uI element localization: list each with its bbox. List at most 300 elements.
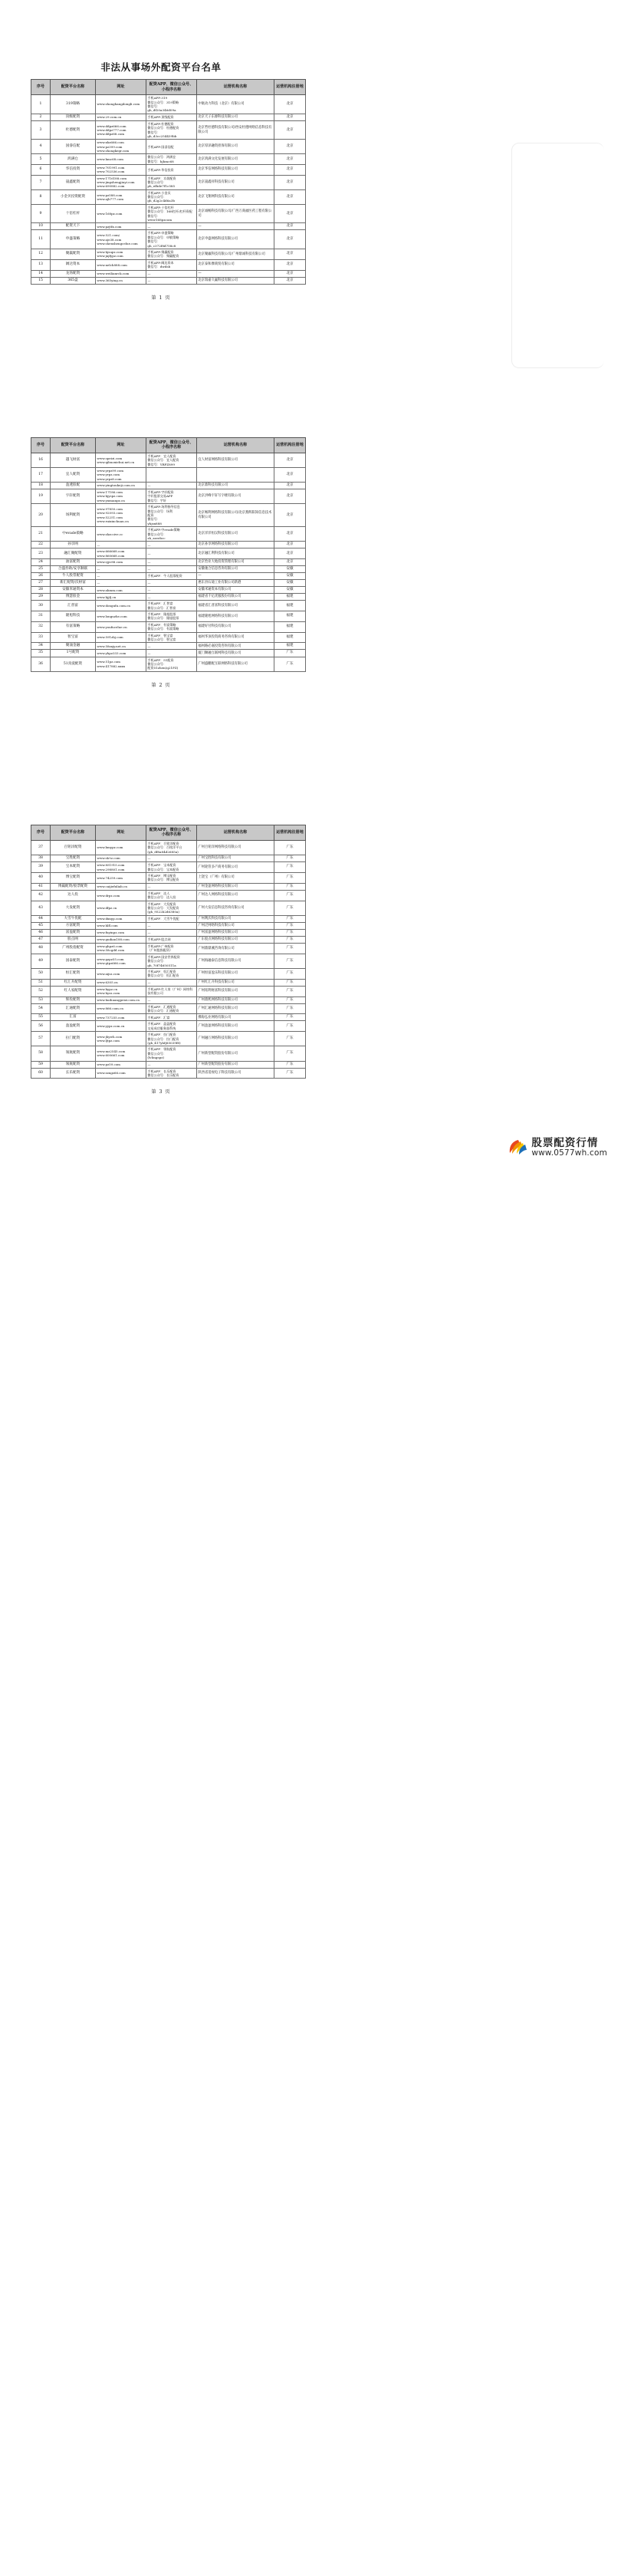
cell-url: www.hmc68.com xyxy=(96,154,146,165)
page-gap xyxy=(0,688,621,759)
table-row xyxy=(31,204,306,223)
page-content xyxy=(31,60,304,285)
cell-org: 广州宝胜科技有限公司 xyxy=(197,855,274,862)
cell-platform: 汇通配资 xyxy=(51,1003,96,1014)
column-header-org: 运营机构名称 xyxy=(197,437,274,453)
cell-app: 手机APP：恒汇配资 微信公众号：恒汇配资 xyxy=(146,968,197,979)
cell-platform: 华信投资 xyxy=(51,164,96,175)
cell-location: 广东 xyxy=(274,855,306,862)
cell-org: 安徽驰合信息咨询有限公司 xyxy=(197,565,274,572)
cell-url: www.51pz.com www.417882.xxxx xyxy=(96,657,146,671)
cell-org: 广州新型配资股份有限公司 xyxy=(197,1061,274,1068)
table-row xyxy=(31,1003,306,1014)
cell-no: 4 xyxy=(31,140,51,154)
cell-no: 20 xyxy=(31,504,51,527)
page-1 xyxy=(0,0,621,371)
cell-app: 手机APP:十倍杠杆 微信公众号：168杠杆/杠杆资配 微信号： www168pzcom xyxy=(146,204,197,223)
cell-app: — xyxy=(146,922,197,929)
top-margin xyxy=(0,371,621,437)
cell-org: 厦门顺融互联网科技有限公司 xyxy=(197,650,274,657)
cell-no: 11 xyxy=(31,230,51,249)
cell-app: — xyxy=(146,929,197,936)
cell-no: 23 xyxy=(31,548,51,559)
table-row xyxy=(31,915,306,922)
cell-location: 安徽 xyxy=(274,587,306,594)
cell-app: — xyxy=(146,643,197,650)
cell-location: 北京 xyxy=(274,175,306,189)
cell-app: 手机APP：盈盈配资 交易成功服务器系统 xyxy=(146,1021,197,1032)
cell-org: 福州路必嘉投资咨询有限公司 xyxy=(197,643,274,650)
cell-org: 广州盈盈网络科技有限公司 xyxy=(197,1021,274,1032)
cell-url: www.dongufu.com.cn xyxy=(96,601,146,611)
cell-location: 北京 xyxy=(274,230,306,249)
table-row xyxy=(31,140,306,154)
cell-location: 北京 xyxy=(274,277,306,284)
cell-org: 北京晟鑫祥科技有限公司 xyxy=(197,175,274,189)
cell-location: 北京 xyxy=(274,249,306,260)
cell-no: 52 xyxy=(31,986,51,996)
cell-url: www.ddpz666.com www.ddpz777.com www.ddpz88.com xyxy=(96,120,146,140)
cell-platform: 顶级配资 xyxy=(51,114,96,120)
cell-org: 福建省汇普富科技有限公司 xyxy=(197,601,274,611)
cell-location: 北京 xyxy=(274,120,306,140)
cell-app xyxy=(146,468,197,483)
cell-no: 60 xyxy=(31,1068,51,1079)
cell-org: 广州新型配资股份有限公司 xyxy=(197,1046,274,1061)
cell-org: 惠东县石迪工业有限公司新港 xyxy=(197,580,274,587)
cell-org: 陕西省适视电子科技有限公司 xyxy=(197,1068,274,1079)
cell-location: 广东 xyxy=(274,922,306,929)
cell-platform: 汇普富 xyxy=(51,601,96,611)
cell-platform: 申盛策略 xyxy=(51,230,96,249)
cell-platform: 新汇配资/沃财富 xyxy=(51,580,96,587)
cell-url: www.hjjfj.cn xyxy=(96,594,146,601)
cell-location: 广东 xyxy=(274,929,306,936)
cell-platform: 达人投 xyxy=(51,890,96,901)
cell-url: www.29.com.cn xyxy=(96,114,146,120)
cell-location: 福建 xyxy=(274,621,306,632)
table-row xyxy=(31,601,306,611)
cell-location: 北京 xyxy=(274,259,306,270)
cell-location: 安徽 xyxy=(274,565,306,572)
cell-no: 15 xyxy=(31,277,51,284)
cell-platform: 合盛券助/安享顺联 xyxy=(51,565,96,572)
cell-url: www.zzngz66.com xyxy=(96,1068,146,1079)
cell-location: 广东 xyxy=(274,1032,306,1046)
cell-location: 福建 xyxy=(274,611,306,622)
cell-no: 2 xyxy=(31,114,51,120)
cell-app: 手机APP：领航配资 微信公众号： (lvlingspz) xyxy=(146,1046,197,1061)
table-row xyxy=(31,259,306,270)
cell-no: 30 xyxy=(31,601,51,611)
cell-location: 北京 xyxy=(274,489,306,503)
cell-platform: 牛人股票配资 xyxy=(51,573,96,580)
cell-location: 北京 xyxy=(274,542,306,548)
cell-platform: 越飞财富 xyxy=(51,453,96,467)
cell-url: www.521.com/ www.aje38.com www.shenshengcelue.com xyxy=(96,230,146,249)
cell-location: 福建 xyxy=(274,601,306,611)
cell-org: 广州轮管多产商务有限公司 xyxy=(197,862,274,873)
cell-platform: 辉投配资 xyxy=(51,996,96,1003)
site-watermark xyxy=(508,1138,607,1158)
cell-app: 手机APP:股点网 xyxy=(146,936,197,943)
cell-app: — xyxy=(146,594,197,601)
cell-app: 手机APP:国睿信配 xyxy=(146,140,197,154)
cell-app: 手机APP:宇轩配资 字轩股票交易APP 微信号：宇轩 xyxy=(146,489,197,503)
cell-app: — xyxy=(146,548,197,559)
cell-no: 36 xyxy=(31,657,51,671)
cell-app: 手机APP:聚赢配资 微信公众号：聚赢配资 xyxy=(146,249,197,260)
table-row xyxy=(31,650,306,657)
cell-platform: 宜人配资 xyxy=(51,468,96,483)
table-header-row xyxy=(31,437,306,453)
platform-listing-table xyxy=(31,437,306,672)
cell-no: 21 xyxy=(31,527,51,542)
cell-url: www.yhpz333.com xyxy=(96,650,146,657)
cell-app: 手机APP：智宝富 微信公众号：智宝富 xyxy=(146,632,197,643)
cell-app: — xyxy=(146,580,197,587)
cell-app: 手机APP：51配资 微信公众号： 配资51zhen(q21PZ) xyxy=(146,657,197,671)
cell-org: 北京畅利网络科技有限公司/北京燕辉阳知信息技术有限公司 xyxy=(197,504,274,527)
table-row xyxy=(31,453,306,467)
cell-platform: 有富策略 xyxy=(51,621,96,632)
table-row xyxy=(31,580,306,587)
column-header-platform: 配资平台名称 xyxy=(51,80,96,95)
cell-platform: 盈透股配 xyxy=(51,482,96,489)
table-row xyxy=(31,565,306,572)
cell-no: 19 xyxy=(31,489,51,503)
cell-url: www.yypz.com.cn xyxy=(96,1021,146,1032)
cell-no: 16 xyxy=(31,453,51,467)
cell-platform: 汇富 xyxy=(51,1014,96,1021)
column-header-url: 网址 xyxy=(96,80,146,95)
platform-listing-table xyxy=(31,825,306,1079)
cell-location: 安徽 xyxy=(274,580,306,587)
cell-no: 10 xyxy=(31,223,51,230)
cell-url: www.74259.com xyxy=(96,872,146,883)
table-row xyxy=(31,468,306,483)
cell-app: 手机APP：大发配资 微信公众号：大发配资 (gh_9522b2d6380a) xyxy=(146,901,197,915)
cell-app: — xyxy=(146,587,197,594)
cell-platform: 鸿满仓 xyxy=(51,154,96,165)
cell-app: — xyxy=(146,558,197,565)
table-row xyxy=(31,986,306,996)
watermark-text xyxy=(531,1138,607,1158)
page-gap xyxy=(0,301,621,371)
cell-org: 北京鼎科技有限公司 xyxy=(197,482,274,489)
cell-location: 北京 xyxy=(274,558,306,565)
table-row xyxy=(31,1046,306,1061)
cell-url: www.bmypz.com xyxy=(96,840,146,855)
cell-no: 55 xyxy=(31,1014,51,1021)
cell-app: 手机APP:中evade策略 微信公众号： zh_zzeebcc xyxy=(146,527,197,542)
cell-app: — xyxy=(146,542,197,548)
table-row xyxy=(31,968,306,979)
cell-org: 广州鼎鼎溪咨询有限公司 xyxy=(197,943,274,954)
cell-app: 手机APP：有富策略 微信公众号：有富策略 xyxy=(146,621,197,632)
cell-url: www.hypz.cn www.hyzz.com xyxy=(96,986,146,996)
document-root xyxy=(0,0,621,1165)
column-header-location: 运营机构注册地 xyxy=(274,825,306,840)
cell-no: 44 xyxy=(31,915,51,922)
cell-location: 北京 xyxy=(274,95,306,114)
cell-platform: 中evade策略 xyxy=(51,527,96,542)
cell-no: 35 xyxy=(31,650,51,657)
table-row xyxy=(31,95,306,114)
cell-org: 广州汇通网络科技有限公司 xyxy=(197,1003,274,1014)
cell-url: www.caijiefuliab.cn xyxy=(96,883,146,890)
cell-org: 北京飞翔网科技有限公司 xyxy=(197,189,274,204)
cell-platform: 博赢配资/股票配资 xyxy=(51,883,96,890)
cell-location: 广东 xyxy=(274,1014,306,1021)
cell-location: 广东 xyxy=(274,1046,306,1061)
cell-url: www.nelch888.com xyxy=(96,259,146,270)
cell-no: 56 xyxy=(31,1021,51,1032)
cell-location: 广东 xyxy=(274,657,306,671)
cell-app: — xyxy=(146,1061,197,1068)
cell-location: 安徽 xyxy=(274,573,306,580)
table-row xyxy=(31,979,306,986)
cell-app: — xyxy=(146,482,197,489)
cell-url: — xyxy=(96,542,146,548)
cell-location: 广东 xyxy=(274,1068,306,1079)
cell-url: www.17186.com www.hjyspz.com www.yuxuanpz.cn xyxy=(96,489,146,503)
cell-app: 手机APP:华信投资 xyxy=(146,164,197,175)
cell-location: 广东 xyxy=(274,943,306,954)
cell-url: www.ghpz6.com www.58cgdd.com xyxy=(96,943,146,954)
cell-platform: 聚涌金融 xyxy=(51,643,96,650)
page-footer: 第 3 页 xyxy=(151,1089,171,1095)
cell-org: 福建好付科技有限公司 xyxy=(197,621,274,632)
watermark-site-name: 股票配资行情 xyxy=(531,1137,599,1150)
cell-no: 28 xyxy=(31,587,51,594)
cell-url: — xyxy=(96,573,146,580)
cell-app: 手机APP:小金贝 微信公众号： gh_d2g2c4d6a3b xyxy=(146,189,197,204)
table-row xyxy=(31,1032,306,1046)
cell-org: 广州金盈网络科技有限公司 xyxy=(197,883,274,890)
cell-org: 广州泛网络科技有限公司 xyxy=(197,922,274,929)
cell-no: 32 xyxy=(31,621,51,632)
cell-location: 北京 xyxy=(274,453,306,467)
cell-no: 41 xyxy=(31,883,51,890)
cell-location: 北京 xyxy=(274,468,306,483)
table-row xyxy=(31,482,306,489)
cell-url: www.ahmm.com xyxy=(96,587,146,594)
cell-url: www.gudian188.com xyxy=(96,936,146,943)
column-header-org: 运营机构名称 xyxy=(197,80,274,95)
cell-platform: 配资天下 xyxy=(51,223,96,230)
cell-platform: 1号配资 xyxy=(51,650,96,657)
cell-location: 广东 xyxy=(274,840,306,855)
table-row xyxy=(31,954,306,968)
cell-app: 手机APP：宜人配资 微信公众号：宜人配资 微信号：YRPZ899 xyxy=(146,453,197,467)
column-header-url: 网址 xyxy=(96,437,146,453)
watermark-site-url: www.0577wh.com xyxy=(531,1148,607,1158)
cell-location: 福建 xyxy=(274,643,306,650)
column-header-no: 序号 xyxy=(31,80,51,95)
cell-url: www.701991.com www.702536.com xyxy=(96,164,146,175)
cell-location: 北京 xyxy=(274,548,306,559)
cell-app: — xyxy=(146,277,197,284)
cell-url: www.youfucelue.cn xyxy=(96,621,146,632)
cell-url: www.zhonghangdongli.com xyxy=(96,95,146,114)
cell-app: — xyxy=(146,270,197,277)
cell-no: 29 xyxy=(31,594,51,601)
cell-platform: 十倍杠杆 xyxy=(51,204,96,223)
cell-url: www.hlfl.com xyxy=(96,922,146,929)
column-header-url: 网址 xyxy=(96,825,146,840)
cell-url: www.jhywh.com www.ljtpz.com xyxy=(96,1032,146,1046)
cell-org: 广州恒富盈乐科技有限公司 xyxy=(197,968,274,979)
cell-platform: 51真爱配资 xyxy=(51,657,96,671)
cell-platform: 杜德配资 xyxy=(51,120,96,140)
table-row xyxy=(31,890,306,901)
cell-location: 广东 xyxy=(274,968,306,979)
cell-platform: 恒汇配资 xyxy=(51,968,96,979)
cell-platform: 油富配资 xyxy=(51,558,96,565)
cell-url: www.97850.com www.92093.com www.52251.com www.ruixinchuan.cn xyxy=(96,504,146,527)
cell-app: 手机APP:场利指导信息 微信公众号：场利 配资 微信号： yhjsx888 xyxy=(146,504,197,527)
cell-platform: 龙汤配资 xyxy=(51,270,96,277)
cell-platform: 国睿信配 xyxy=(51,140,96,154)
table-row xyxy=(31,120,306,140)
cell-location: 广东 xyxy=(274,1061,306,1068)
cell-location: 广东 xyxy=(274,996,306,1003)
cell-org: 宜人财富网络科技有限公司 xyxy=(197,453,274,467)
table-row xyxy=(31,855,306,862)
table-row xyxy=(31,114,306,120)
table-row xyxy=(31,1061,306,1068)
cell-no: 22 xyxy=(31,542,51,548)
cell-url: www.365ying.cn xyxy=(96,277,146,284)
cell-no: 12 xyxy=(31,249,51,260)
cell-org: 广州利沃科技有限公司 xyxy=(197,915,274,922)
page-footer: 第 1 页 xyxy=(151,295,171,301)
cell-no: 24 xyxy=(31,558,51,565)
cell-app: 手机APP:杜德配资 微信公众号：杜德配资 微信号： gh_d3cc254439bb xyxy=(146,120,197,140)
table-header-row xyxy=(31,825,306,840)
cell-url: www.zhzccive.cc xyxy=(96,527,146,542)
cell-url: www.yingtoukeji.com.cn xyxy=(96,482,146,489)
cell-url: www.xhz666.com www.pz399.com www.zhongkegr.com xyxy=(96,140,146,154)
cell-platform: 方富配资 xyxy=(51,922,96,929)
table-row xyxy=(31,922,306,929)
cell-url: — xyxy=(96,580,146,587)
table-row xyxy=(31,621,306,632)
cell-app: 手机APP：牛人股票配资 xyxy=(146,573,197,580)
table-row xyxy=(31,175,306,189)
cell-org: 北京孙享网络科技有限公司 xyxy=(197,542,274,548)
cell-url: www.dfpz.cn xyxy=(96,901,146,915)
cell-org: — xyxy=(197,270,274,277)
cell-url: www.opeizi.com www.qibuoxiehui.net.cn xyxy=(96,453,146,467)
cell-app: 手机APP:319 微信公众号：319策略 微信号： gh_df20a346d09a xyxy=(146,95,197,114)
table-row xyxy=(31,249,306,260)
cell-location: 广东 xyxy=(274,915,306,922)
cell-org: 广州融万网络科技有限公司 xyxy=(197,1032,274,1046)
cell-platform: 365盘 xyxy=(51,277,96,284)
column-header-no: 序号 xyxy=(31,437,51,453)
column-header-no: 序号 xyxy=(31,825,51,840)
cell-url: www.58zxjy.net.cn xyxy=(96,643,146,650)
table-row xyxy=(31,1014,306,1021)
cell-no: 14 xyxy=(31,270,51,277)
cell-app: 微信公众号：鸿满仓 微信号：hjhmc68 xyxy=(146,154,197,165)
cell-platform: 安徽米通资本 xyxy=(51,587,96,594)
cell-no: 7 xyxy=(31,175,51,189)
cell-org: 中航动力科技（北京）有限公司 xyxy=(197,95,274,114)
cell-app: — xyxy=(146,855,197,862)
table-row xyxy=(31,527,306,542)
cell-url: www.huihuangpeizi.com.cn xyxy=(96,996,146,1003)
table-row xyxy=(31,548,306,559)
table-row xyxy=(31,1068,306,1079)
cell-app: 手机APP:阔达资本 微信号：dwdsb xyxy=(146,259,197,270)
page-2 xyxy=(0,371,621,759)
cell-location: 广东 xyxy=(274,936,306,943)
cell-org: 广州达人网络科技有限公司 xyxy=(197,890,274,901)
table-row xyxy=(31,657,306,671)
cell-org: 广州红汇升科技有限公司 xyxy=(197,979,274,986)
cell-platform: 国泰配资 xyxy=(51,954,96,968)
table-row xyxy=(31,154,306,165)
cell-platform: 盈盈配资 xyxy=(51,1021,96,1032)
cell-location: 广东 xyxy=(274,650,306,657)
cell-location: 广东 xyxy=(274,979,306,986)
table-row xyxy=(31,632,306,643)
cell-platform: 大发配资 xyxy=(51,901,96,915)
cell-app: 手机APP：达人 微信公众号：达人投 xyxy=(146,890,197,901)
cell-no: 48 xyxy=(31,943,51,954)
cell-platform: 红汇升配资 xyxy=(51,979,96,986)
cell-url: www.pzjtfx.com xyxy=(96,223,146,230)
cell-platform: 隆旭科技 xyxy=(51,611,96,622)
cell-url: www.pz588.com www.ajb777.com xyxy=(96,189,146,204)
cell-platform: 晟鑫配资 xyxy=(51,175,96,189)
cell-location: 广东 xyxy=(274,862,306,873)
table-row xyxy=(31,587,306,594)
cell-location: 广东 xyxy=(274,901,306,915)
table-row xyxy=(31,901,306,915)
cell-org: 北京诚畅科技有限公司/广西万商福医药工程有限公司 xyxy=(197,204,274,223)
cell-no: 9 xyxy=(31,204,51,223)
cell-url: www.6305.cn xyxy=(96,979,146,986)
cell-no: 50 xyxy=(31,968,51,979)
cell-platform: 博宝配资 xyxy=(51,872,96,883)
table-row xyxy=(31,230,306,249)
cell-no: 25 xyxy=(31,565,51,572)
cell-app: 手机APP:申盛策略 微信公众号：申敏策略 微信号： gh_c372f8d758c8 xyxy=(146,230,197,249)
cell-no: 6 xyxy=(31,164,51,175)
cell-org: 福建省千亿优服股份有限公司 xyxy=(197,594,274,601)
cell-app: 手机APP：宝本配资 微信公众号：宝本配资 xyxy=(146,862,197,873)
cell-platform: 长乐配资 xyxy=(51,1068,96,1079)
cell-app: — xyxy=(146,650,197,657)
cell-url: www.866.com.cn xyxy=(96,1003,146,1014)
cell-app: 手机APP：大雪牛优配 xyxy=(146,915,197,922)
cell-org: 北京哲杜德科技有限公司/西安杜德网络信息科技有限公司 xyxy=(197,120,274,140)
cell-location: 广东 xyxy=(274,1021,306,1032)
cell-org: 福州华顶投资商务咨询有限公司 xyxy=(197,632,274,643)
cell-url: www.weilianrck.com xyxy=(96,270,146,277)
table-row xyxy=(31,223,306,230)
table-row xyxy=(31,883,306,890)
cell-org: 安徽米通资本有限公司 xyxy=(197,587,274,594)
table-row xyxy=(31,573,306,580)
cell-url: www.aijsz.com xyxy=(96,968,146,979)
table-row xyxy=(31,594,306,601)
table-row xyxy=(31,943,306,954)
